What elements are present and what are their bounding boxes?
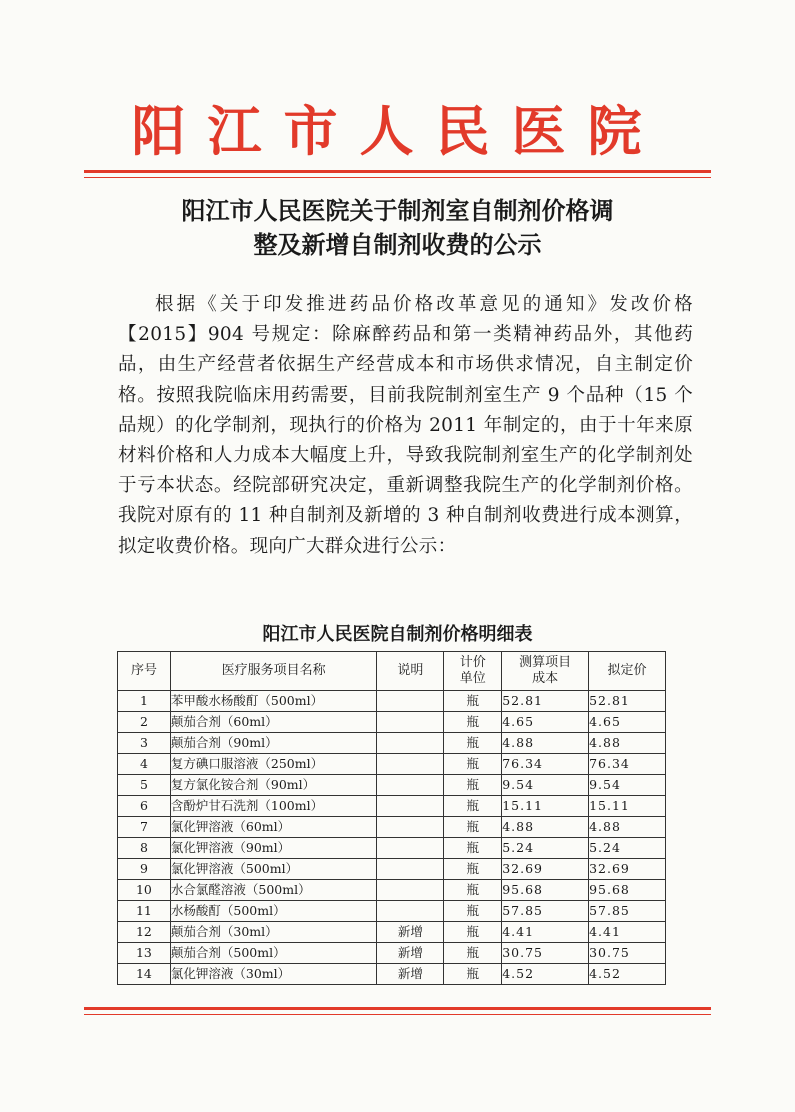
row-cost: 4.88 [502,817,589,838]
row-note [377,838,444,859]
row-price: 95.68 [589,880,666,901]
table-row [118,880,666,901]
row-note [377,775,444,796]
footer-rule-thick [84,1007,711,1010]
table-row [118,922,666,943]
row-price: 57.85 [589,901,666,922]
row-cost: 76.34 [502,754,589,775]
row-unit: 瓶 [444,922,502,943]
row-note [377,880,444,901]
row-note: 新增 [377,943,444,964]
header-no: 序号 [118,652,171,691]
row-number: 14 [118,964,171,985]
row-item-name: 颠茄合剂（60ml） [170,712,377,733]
row-unit: 瓶 [444,964,502,985]
table-row [118,943,666,964]
row-note [377,796,444,817]
row-unit: 瓶 [444,712,502,733]
row-cost: 4.65 [502,712,589,733]
row-item-name: 颠茄合剂（30ml） [170,922,377,943]
row-price: 52.81 [589,691,666,712]
row-number: 12 [118,922,171,943]
row-item-name: 颠茄合剂（500ml） [170,943,377,964]
row-item-name: 水杨酸酊（500ml） [170,901,377,922]
row-number: 5 [118,775,171,796]
row-note [377,901,444,922]
row-note [377,733,444,754]
header-cost [502,652,589,691]
row-unit: 瓶 [444,775,502,796]
table-row [118,712,666,733]
row-number: 6 [118,796,171,817]
letterhead-title: 阳江市人民医院 [131,99,664,163]
row-cost: 4.88 [502,733,589,754]
table-title: 阳江市人民医院自制剂价格明细表 [262,624,533,645]
header-cost-line-2: 成本 [532,671,559,686]
table-row [118,691,666,712]
header-cost-line-1: 测算项目 [519,655,572,670]
row-price: 32.69 [589,859,666,880]
table-row [118,838,666,859]
row-unit: 瓶 [444,943,502,964]
row-price: 76.34 [589,754,666,775]
row-number: 13 [118,943,171,964]
row-unit: 瓶 [444,859,502,880]
row-cost: 52.81 [502,691,589,712]
table-row [118,817,666,838]
row-note [377,712,444,733]
row-item-name: 含酚炉甘石洗剂（100ml） [170,796,377,817]
row-unit: 瓶 [444,838,502,859]
row-note: 新增 [377,922,444,943]
row-unit: 瓶 [444,796,502,817]
table-header-row [118,652,666,691]
header-unit [444,652,502,691]
table-row [118,754,666,775]
row-item-name: 复方碘口服溶液（250ml） [170,754,377,775]
row-note: 新增 [377,964,444,985]
row-price: 5.24 [589,838,666,859]
header-note: 说明 [377,652,444,691]
row-number: 4 [118,754,171,775]
row-item-name: 氯化钾溶液（500ml） [170,859,377,880]
document-body-paragraph: 根据《关于印发推进药品价格改革意见的通知》发改价格【2015】904 号规定：除麻醉药品和第一类精神药品外，其他药品，由生产经营者依据生产经营成本和市场供求情况，自主制定价格。按照我院临床用药需要，目前我院制剂室生产 9 个品种（15 个品规）的化学制剂，现执行的价格为 2011 年制定的，由于十年来原材料价格和人力成本大幅度上升，导致我院制剂室生产的化学制剂处于亏本状态。经院部研究决定，重新调整我院生产的化学制剂价格。我院对原有的 11 种自制剂及新增的 3 种自制剂收费进行成本测算，拟定收费价格。现向广大群众进行公示： [118,294,693,557]
letterhead-rule-thin [84,177,711,178]
header-unit-line-2: 单位 [459,671,486,686]
row-unit: 瓶 [444,733,502,754]
row-cost: 32.69 [502,859,589,880]
row-item-name: 氯化钾溶液（60ml） [170,817,377,838]
table-row [118,775,666,796]
row-cost: 57.85 [502,901,589,922]
row-number: 11 [118,901,171,922]
header-unit-line-1: 计价 [459,655,486,670]
row-number: 3 [118,733,171,754]
row-cost: 30.75 [502,943,589,964]
row-item-name: 氯化钾溶液（30ml） [170,964,377,985]
row-note [377,817,444,838]
row-price: 4.65 [589,712,666,733]
row-unit: 瓶 [444,901,502,922]
row-item-name: 复方氯化铵合剂（90ml） [170,775,377,796]
row-price: 30.75 [589,943,666,964]
row-cost: 4.41 [502,922,589,943]
row-unit: 瓶 [444,754,502,775]
row-note [377,754,444,775]
row-item-name: 氯化钾溶液（90ml） [170,838,377,859]
row-price: 4.88 [589,733,666,754]
price-table [117,651,666,985]
letterhead-rule-thick [84,170,711,173]
row-number: 9 [118,859,171,880]
row-number: 1 [118,691,171,712]
row-unit: 瓶 [444,817,502,838]
row-cost: 4.52 [502,964,589,985]
row-cost: 9.54 [502,775,589,796]
row-price: 9.54 [589,775,666,796]
row-price: 4.52 [589,964,666,985]
row-price: 4.41 [589,922,666,943]
row-cost: 15.11 [502,796,589,817]
row-unit: 瓶 [444,880,502,901]
header-price: 拟定价 [589,652,666,691]
table-body [118,691,666,985]
row-note [377,859,444,880]
table-row [118,964,666,985]
row-item-name: 苯甲酸水杨酸酊（500ml） [170,691,377,712]
row-number: 10 [118,880,171,901]
document-title-line-2: 整及新增自制剂收费的公示 [253,231,542,259]
row-number: 7 [118,817,171,838]
row-price: 4.88 [589,817,666,838]
footer-rule-thin [84,1014,711,1015]
row-unit: 瓶 [444,691,502,712]
row-cost: 5.24 [502,838,589,859]
table-row [118,859,666,880]
row-number: 8 [118,838,171,859]
row-item-name: 水合氯醛溶液（500ml） [170,880,377,901]
row-price: 15.11 [589,796,666,817]
document-title-line-1: 阳江市人民医院关于制剂室自制剂价格调 [181,197,614,225]
row-item-name: 颠茄合剂（90ml） [170,733,377,754]
header-name: 医疗服务项目名称 [170,652,377,691]
row-note [377,691,444,712]
row-cost: 95.68 [502,880,589,901]
table-row [118,901,666,922]
table-row [118,733,666,754]
row-number: 2 [118,712,171,733]
table-row [118,796,666,817]
